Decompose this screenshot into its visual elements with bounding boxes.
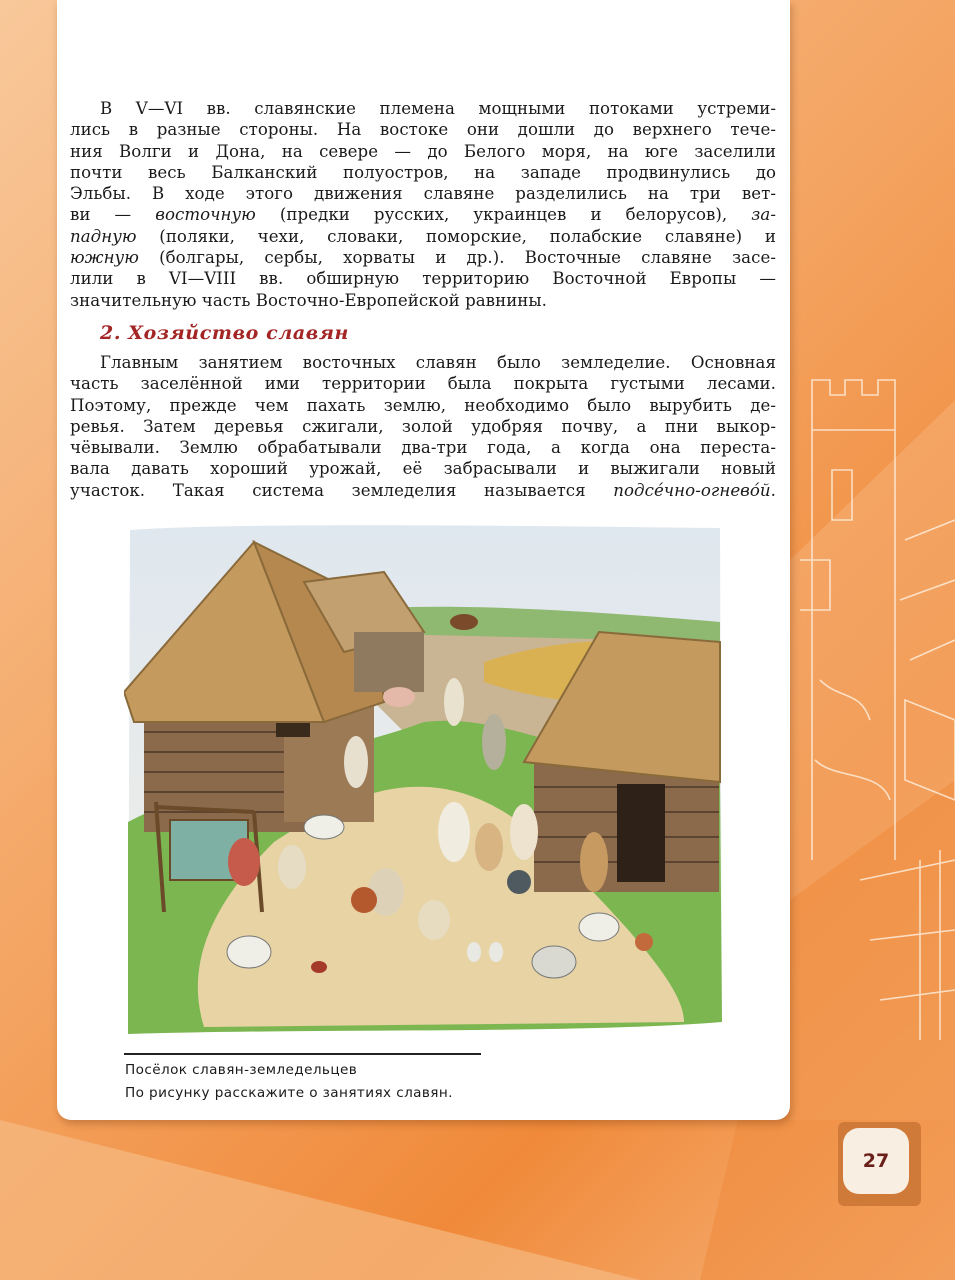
text-line bbox=[70, 204, 776, 225]
text-line: лись в разные стороны. На востоке они дошли до верхнего тече- bbox=[70, 120, 776, 140]
text-line: Поэтому, прежде чем пахать землю, необходимо было вырубить де- bbox=[70, 395, 776, 415]
text-run: . bbox=[770, 480, 776, 500]
paragraph-migration bbox=[70, 98, 776, 311]
page-number: 27 bbox=[843, 1128, 909, 1194]
text-line bbox=[70, 247, 776, 268]
section-heading: 2. Хозяйство славян bbox=[100, 322, 350, 344]
text-line: В V—VI вв. славянские племена мощными потоками устреми- bbox=[100, 99, 776, 118]
text-line bbox=[70, 226, 776, 247]
caption-rule bbox=[124, 1053, 481, 1055]
text-run: участок. Такая система земледелия называется bbox=[70, 480, 614, 500]
text-line: значительную часть Восточно-Европейской равнины. bbox=[70, 290, 547, 310]
text-line bbox=[70, 480, 776, 501]
text-run: (поляки, чехи, словаки, поморские, полабские славяне) и bbox=[136, 226, 776, 246]
text-line: Эльбы. В ходе этого движения славяне разделились на три вет- bbox=[70, 184, 776, 204]
text-line: вала давать хороший урожай, её забрасывали и выжигали новый bbox=[70, 459, 776, 479]
term-slash-and-burn: подсе́чно-огнево́й bbox=[613, 480, 771, 500]
figure-task: По рисунку расскажите о занятиях славян. bbox=[125, 1085, 453, 1101]
village-illustration bbox=[124, 522, 724, 1040]
text-line: часть заселённой ими территории была покрыта густыми лесами. bbox=[70, 374, 776, 394]
text-line: почти весь Балканский полуостров, на западе продвинулись до bbox=[70, 162, 776, 182]
text-line: чёвывали. Землю обрабатывали два-три года, а когда она переста- bbox=[70, 438, 776, 458]
text-line: лили в VI—VIII вв. обширную территорию Восточной Европы — bbox=[70, 269, 776, 289]
text-run: (предки русских, украинцев и белорусов), bbox=[255, 205, 752, 225]
text-line: ревья. Затем деревья сжигали, золой удобряя почву, а пни выкор- bbox=[70, 416, 776, 436]
paragraph-agriculture bbox=[70, 352, 776, 501]
term-western: падную bbox=[70, 226, 137, 246]
text-run: (болгары, сербы, хорваты и др.). Восточные славяне засе- bbox=[138, 248, 776, 268]
term-eastern: восточную bbox=[155, 205, 256, 225]
term-western-part: за- bbox=[751, 205, 776, 225]
term-southern: южную bbox=[70, 248, 139, 268]
text-line: Главным занятием восточных славян было земледелие. Основная bbox=[100, 353, 776, 372]
text-line: ния Волги и Дона, на севере — до Белого моря, на юге заселили bbox=[70, 141, 776, 161]
text-run: ви — bbox=[70, 205, 156, 225]
figure-caption: Посёлок славян-земледельцев bbox=[125, 1062, 358, 1078]
